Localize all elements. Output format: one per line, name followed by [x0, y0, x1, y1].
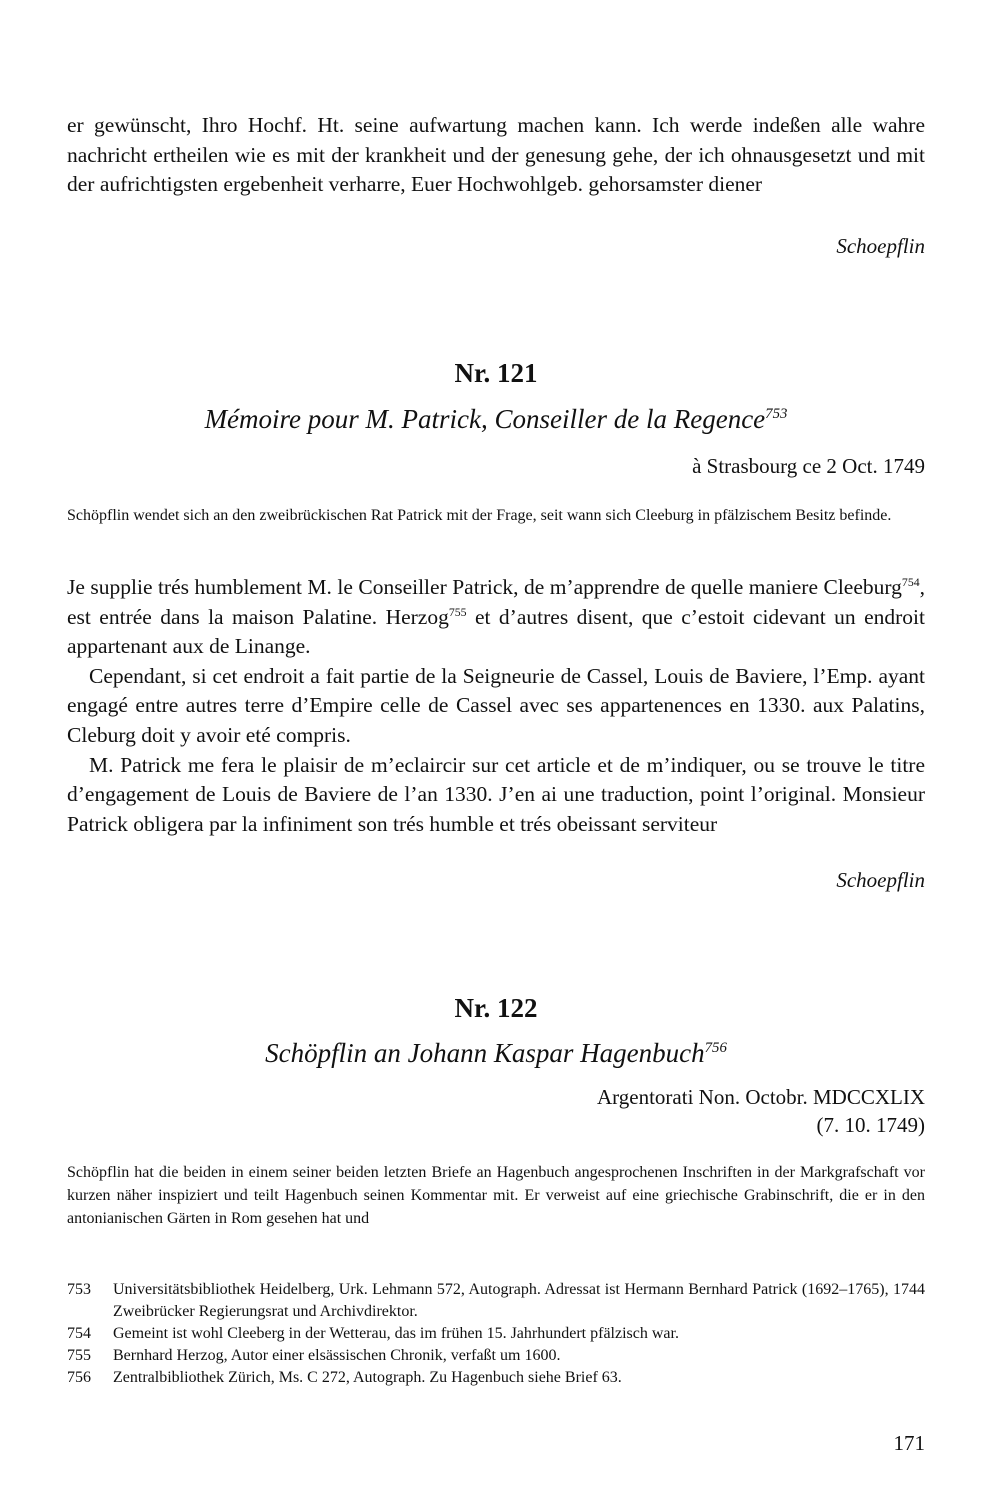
footnote-number: 754 [67, 1325, 91, 1342]
footnote-ref: 754 [901, 574, 920, 589]
letter-summary: Schöpflin hat die beiden in einem seiner beiden letzten Briefe an Hagenbuch angesprochenen Inschriften in der Markgrafschaft vor kurzen näher inspiziert und teilt Hagenbuch seinen Kommentar mit. Er verweist auf eine griechische Grabinschrift, die er in den antonianischen Gärten in Rom gesehen hat und [67, 1164, 925, 1227]
letter-title: Mémoire pour M. Patrick, Conseiller de la Regence$^{753}$ [204, 404, 788, 434]
paragraph: Cependant, si cet endroit a fait partie de la Seigneurie de Cassel, Louis de Baviere, l’Emp. ayant engagé entre autres terre d’Empire celle de Cassel avec ses appartenences en 1330. aux Palatins, Cleburg doit y avoir eté compris. [67, 663, 925, 747]
footnote-ref: 755 [448, 604, 467, 619]
letter-number: Nr. 121 [454, 358, 538, 388]
page-number: 171 [893, 1431, 925, 1455]
paragraph: M. Patrick me fera le plaisir de m’eclaircir sur cet article et de m’indiquer, ou se trouve le titre d’engagement de Louis de Baviere de l’an 1330. J’en ai une traduction, point l’original. Monsieur Patrick obligera par la infiniment son trés humble et trés obeissant serviteur [67, 752, 925, 836]
dateline: Argentorati Non. Octobr. MDCCXLIX [597, 1085, 925, 1109]
footnote [67, 1367, 925, 1389]
footnote-text: Universitätsbibliothek Heidelberg, Urk. Lehmann 572, Autograph. Adressat ist Hermann Bernhard Patrick (1692–1765), 1744 Zweibrücker Regierungsrat und Archivdirektor. [113, 1281, 925, 1320]
dateline-date: (7. 10. 1749) [816, 1113, 925, 1137]
footnote-number: 756 [67, 1369, 91, 1386]
letter-title: Schöpflin an Johann Kaspar Hagenbuch$^{756}$ [265, 1038, 727, 1068]
signature: Schoepflin [836, 868, 925, 892]
footnote-text: Bernhard Herzog, Autor einer elsässischen Chronik, verfaßt um 1600. [113, 1347, 561, 1364]
footnote [67, 1345, 925, 1367]
letter-body [67, 573, 925, 839]
footnote [67, 1279, 925, 1323]
footnote-text: Zentralbibliothek Zürich, Ms. C 272, Autograph. Zu Hagenbuch siehe Brief 63. [113, 1369, 622, 1386]
footnotes [67, 1279, 925, 1389]
footnote-ref: 756 [704, 1040, 727, 1056]
footnote-ref: 753 [765, 406, 788, 422]
continuation-text: er gewünscht, Ihro Hochf. Ht. seine aufwartung machen kann. Ich werde indeßen alle wahre nachricht ertheilen wie es mit der krankheit und der genesung gehe, der ich ohnausgesetzt und mit der aufrichtigsten ergebenheit verharre, Euer Hochwohlgeb. gehorsamster diener [67, 113, 925, 197]
dateline: à Strasbourg ce 2 Oct. 1749 [692, 454, 925, 478]
letter-summary: Schöpflin wendet sich an den zweibrückischen Rat Patrick mit der Frage, seit wann sich Cleeburg in pfälzischem Besitz befinde. [67, 507, 892, 524]
footnote-text: Gemeint ist wohl Cleeberg in der Wetterau, das im frühen 15. Jahrhundert pfälzisch war. [113, 1325, 679, 1342]
signature: Schoepflin [836, 234, 925, 258]
footnote-number: 755 [67, 1347, 91, 1364]
footnote [67, 1323, 925, 1345]
letter-number: Nr. 122 [454, 993, 538, 1023]
paragraph: Je supplie trés humblement M. le Conseiller Patrick, de m’apprendre de quelle maniere Cleeburg$^{754}$, est entrée dans la maison Palatine. Herzog$^{755}$ et d’autres disent, que c’estoit cidevant un endroit appartenant aux de Linange. [67, 574, 925, 659]
footnote-number: 753 [67, 1281, 91, 1298]
